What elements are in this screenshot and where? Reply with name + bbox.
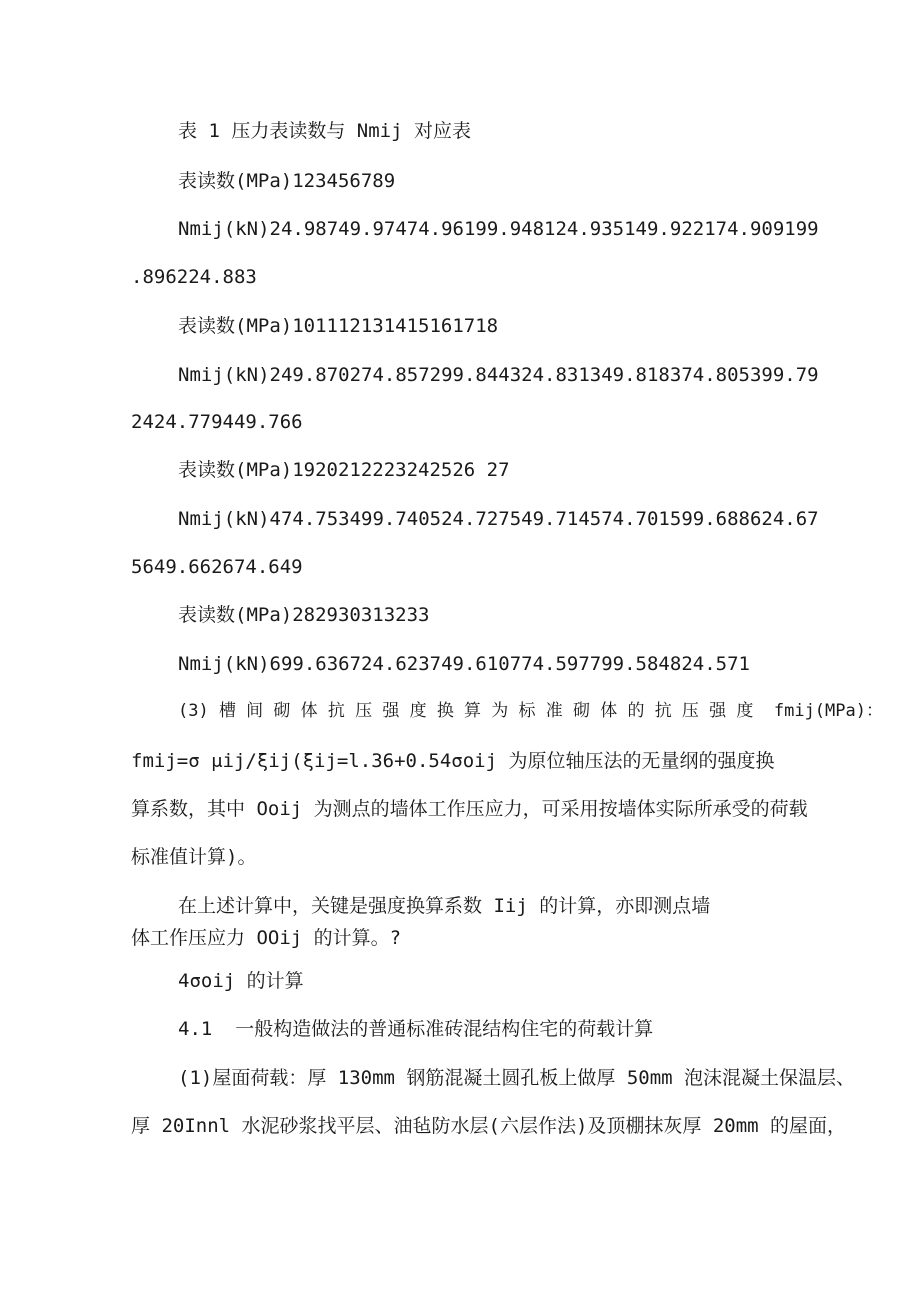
table-row-nmij-1-cont: .896224.883: [131, 266, 257, 288]
paragraph-line: 厚 20Innl 水泥砂浆找平层、油毡防水层(六层作法)及顶棚抹灰厚 20mm 的屋面，: [131, 1115, 847, 1137]
table-row-reading-1: 表读数(MPa)123456789: [178, 170, 396, 192]
section-heading-4-1: 4.1 一般构造做法的普通标准砖混结构住宅的荷载计算: [178, 1018, 654, 1040]
table-row-nmij-2-cont: 2424.779449.766: [131, 411, 303, 433]
paragraph-3-heading: (3) 槽 间 砌 体 抗 压 强 度 换 算 为 标 准 砌 体 的 抗 压 强 度 fmij(MPa)：: [178, 701, 883, 721]
table-row-reading-4: 表读数(MPa)282930313233: [178, 604, 430, 626]
table-caption: 表 1 压力表读数与 Nmij 对应表: [178, 120, 471, 142]
table-row-nmij-3-cont: 5649.662674.649: [131, 556, 303, 578]
section-heading-4: 4σoij 的计算: [178, 970, 304, 992]
table-row-reading-2: 表读数(MPa)101112131415161718: [178, 315, 499, 337]
paragraph-line: 在上述计算中，关键是强度换算系数 Iij 的计算，亦即测点墙: [178, 895, 711, 917]
paragraph-line: (1)屋面荷载：厚 130mm 钢筋混凝土圆孔板上做厚 50mm 泡沫混凝土保温层、: [178, 1067, 856, 1089]
paragraph-line: 标准值计算)。: [131, 846, 257, 868]
table-row-reading-3: 表读数(MPa)1920212223242526 27: [178, 459, 510, 481]
paragraph-line: 体工作压应力 OOij 的计算。?: [131, 927, 402, 949]
table-row-nmij-3: Nmij(kN)474.753499.740524.727549.714574.701599.688624.67: [178, 508, 819, 530]
paragraph-line: 算系数，其中 Ooij 为测点的墙体工作压应力，可采用按墙体实际所承受的荷载: [131, 798, 808, 820]
table-row-nmij-4: Nmij(kN)699.636724.623749.610774.597799.584824.571: [178, 653, 750, 675]
formula-line: fmij=σ μij/ξij(ξij=l.36+0.54σoij 为原位轴压法的无量纲的强度换: [131, 750, 775, 772]
table-row-nmij-2: Nmij(kN)249.870274.857299.844324.831349.818374.805399.79: [178, 364, 819, 386]
table-row-nmij-1: Nmij(kN)24.98749.97474.96199.948124.935149.922174.909199: [178, 218, 819, 240]
